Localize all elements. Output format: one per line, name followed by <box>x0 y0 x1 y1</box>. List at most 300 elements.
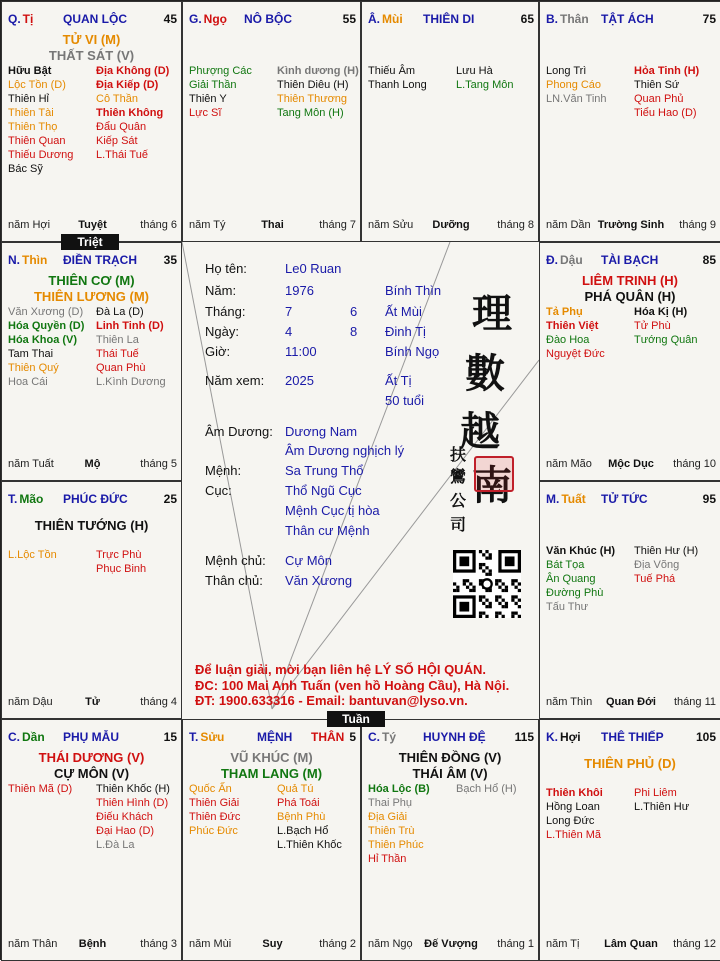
calligraphy-char: 數 <box>465 350 505 397</box>
palace-footer <box>8 458 177 472</box>
palace-month: tháng 10 <box>673 458 716 470</box>
seal-char: 司 <box>450 515 467 534</box>
palace-footer <box>189 219 356 233</box>
palace-than <box>539 1 720 242</box>
minor-star: Thiên La <box>96 334 139 346</box>
minor-star: Tiểu Hao (D) <box>634 107 697 119</box>
minor-star: Thiên Y <box>189 93 227 105</box>
palace-month: tháng 2 <box>319 938 356 950</box>
minor-star: Thiếu Dương <box>8 149 74 161</box>
main-star: CỰ MÔN (V) <box>53 766 130 781</box>
minor-star: LN.Văn Tinh <box>546 93 607 105</box>
palace-year: năm Dần <box>546 219 591 231</box>
palace-position-prefix: Q. <box>8 12 21 26</box>
palace-footer <box>368 219 534 233</box>
minor-star: Hỉ Thần <box>368 853 407 865</box>
palace-suu <box>182 719 361 961</box>
contact-line: ĐC: 100 Mai Anh Tuấn (ven hồ Hoàng Cầu), Hà Nội. <box>195 678 510 693</box>
center-value: Ất Mùi <box>385 304 422 319</box>
minor-star: Đà La (D) <box>96 306 144 318</box>
minor-star: Đường Phù <box>546 587 604 599</box>
palace-header <box>546 730 716 746</box>
minor-star: Thai Phụ <box>368 797 413 809</box>
main-star: VŨ KHÚC (M) <box>230 750 313 765</box>
palace-branch: Thìn <box>22 253 48 267</box>
palace-branch: Dần <box>22 730 45 744</box>
star-column-right <box>456 782 517 796</box>
minor-star: Thiên Đức <box>189 811 241 823</box>
palace-name: HUYNH ĐỆ <box>423 730 486 744</box>
star-column-right <box>634 64 699 120</box>
center-label: Ngày: <box>205 324 239 339</box>
center-label: Mệnh: <box>205 463 242 478</box>
main-star: LIÊM TRINH (H) <box>581 273 679 288</box>
palace-header <box>8 492 177 508</box>
palace-position <box>546 730 581 744</box>
palace-header <box>546 12 716 28</box>
palace-position <box>8 730 45 744</box>
minor-star: Thanh Long <box>368 79 427 91</box>
minor-star: Kiếp Sát <box>96 135 138 147</box>
palace-year: năm Dậu <box>8 696 53 708</box>
minor-star: Phong Cáo <box>546 79 602 91</box>
star-column-left <box>368 782 430 866</box>
palace-name: ĐIỀN TRẠCH <box>63 253 137 267</box>
palace-name: THÊ THIẾP <box>601 730 664 744</box>
palace-branch: Tuất <box>561 492 586 506</box>
minor-star: Bệnh Phù <box>277 811 326 823</box>
minor-star: Ân Quang <box>546 573 596 585</box>
palace-ti <box>361 719 539 961</box>
main-star: THIÊN LƯƠNG (M) <box>33 289 150 304</box>
palace-branch: Mùi <box>382 12 403 26</box>
palace-stage: Quan Đới <box>606 696 656 708</box>
center-value: Ất Tị <box>385 373 412 388</box>
seal-char: 鸞 <box>450 467 467 486</box>
triet-badge: Triệt <box>61 234 119 250</box>
star-column-left <box>546 64 607 106</box>
palace-footer <box>8 938 177 952</box>
main-star: THIÊN TƯỚNG (H) <box>34 518 149 533</box>
center-value: Âm Dương nghịch lý <box>285 443 405 458</box>
minor-star: Thiên Quan <box>8 135 66 147</box>
palace-age: 15 <box>163 730 177 744</box>
minor-star: Bác Sỹ <box>8 163 43 175</box>
palace-name: NÔ BỘC <box>244 12 292 26</box>
palace-position-prefix: T. <box>8 492 18 506</box>
palace-stage: Đế Vượng <box>424 938 478 950</box>
minor-star: Đẩu Quân <box>96 121 147 133</box>
main-star: PHÁ QUÂN (H) <box>584 289 676 304</box>
calligraphy-char: 理 <box>472 290 512 337</box>
minor-star: Địa Kiếp (D) <box>96 79 159 91</box>
center-value: Le0 Ruan <box>285 261 342 276</box>
minor-star: Linh Tinh (D) <box>96 320 164 332</box>
calligraphy-char: 越 <box>460 408 500 455</box>
palace-age: 55 <box>342 12 356 26</box>
seal-char: 公 <box>450 491 467 510</box>
minor-star: Địa Giải <box>368 811 408 823</box>
minor-star: L.Tang Môn <box>456 79 514 91</box>
minor-star: Hóa Quyền (D) <box>8 320 85 332</box>
palace-month: tháng 4 <box>140 696 177 708</box>
minor-star: Thiên Hỉ <box>8 93 49 105</box>
star-column-right <box>96 64 169 162</box>
palace-month: tháng 5 <box>140 458 177 470</box>
center-info-panel <box>182 242 539 719</box>
star-column-right <box>277 782 342 852</box>
star-column-left <box>189 782 240 838</box>
palace-month: tháng 1 <box>497 938 534 950</box>
palace-year: năm Sửu <box>368 219 414 231</box>
palace-dan <box>1 719 182 961</box>
star-column-right <box>634 305 698 347</box>
main-star: THIÊN ĐỒNG (V) <box>398 750 502 765</box>
palace-year: năm Hợi <box>8 219 51 231</box>
minor-star: Địa Không (D) <box>96 65 170 77</box>
minor-star: L.Thiên Mã <box>546 829 602 841</box>
palace-year: năm Thìn <box>546 696 593 708</box>
minor-star: Thái Tuế <box>96 348 139 360</box>
center-value: 7 <box>285 304 293 319</box>
seal-char: 扶 <box>450 445 467 464</box>
star-column-left <box>368 64 427 92</box>
minor-star: Thiên Khôi <box>546 787 603 799</box>
palace-name: PHỤ MẪU <box>63 730 119 744</box>
main-star: THÁI ÂM (V) <box>412 766 488 781</box>
palace-branch: Thân <box>560 12 589 26</box>
palace-stage: Lâm Quan <box>604 938 658 950</box>
minor-star: Đào Hoa <box>546 334 590 346</box>
minor-star: Long Trì <box>546 65 587 77</box>
palace-position <box>546 492 586 506</box>
palace-month: tháng 9 <box>679 219 716 231</box>
palace-stage: Mộ <box>84 458 101 470</box>
palace-branch: Tý <box>382 730 397 744</box>
minor-star: Phúc Đức <box>189 825 238 837</box>
main-star: THIÊN PHỦ (D) <box>584 756 676 771</box>
palace-branch: Ngọ <box>203 12 227 26</box>
star-column-right <box>96 782 170 852</box>
star-column-left <box>189 64 252 120</box>
minor-star: Thiên Khốc (H) <box>96 783 170 795</box>
minor-star: Tử Phù <box>634 320 671 332</box>
palace-position <box>546 253 583 267</box>
palace-month: tháng 8 <box>497 219 534 231</box>
palace-mao <box>1 481 182 719</box>
palace-position-prefix: C. <box>8 730 20 744</box>
palace-year: năm Mão <box>546 458 592 470</box>
minor-star: Văn Xương (D) <box>8 306 84 318</box>
minor-star: Văn Khúc (H) <box>546 545 616 557</box>
center-value: 50 tuổi <box>385 393 425 408</box>
palace-position <box>368 12 403 26</box>
center-label: Mệnh chủ: <box>205 553 266 568</box>
minor-star: Thiên Hình (D) <box>96 797 169 809</box>
minor-star: Lực Sĩ <box>189 107 222 119</box>
minor-star: Bát Tọa <box>546 559 585 571</box>
palace-name: THIÊN DI <box>423 12 475 26</box>
minor-star: Thiên Việt <box>546 320 599 332</box>
minor-star: Lộc Tồn (D) <box>8 79 66 91</box>
palace-footer <box>546 696 716 710</box>
minor-star: Thiên Thọ <box>8 121 58 133</box>
minor-star: Thiên Giải <box>189 797 240 809</box>
palace-hoi <box>539 719 720 961</box>
center-value: 1976 <box>285 283 314 298</box>
palace-age: 35 <box>163 253 177 267</box>
minor-star: Quả Tú <box>277 783 314 795</box>
minor-star: Thiên Phúc <box>368 839 424 851</box>
star-column-left <box>8 548 57 562</box>
minor-star: Quan Phủ <box>634 93 684 105</box>
contact-line: ĐT: 1900.633316 - Email: bantuvan@lyso.vn. <box>195 693 468 708</box>
palace-branch: Mão <box>19 492 44 506</box>
minor-star: Quan Phù <box>96 362 146 374</box>
star-column-left <box>546 544 615 614</box>
minor-star: Thiên Trù <box>368 825 415 837</box>
palace-age: 105 <box>695 730 716 744</box>
palace-header <box>546 492 716 508</box>
minor-star: Hỏa Tinh (H) <box>634 65 700 77</box>
minor-star: Cô Thần <box>96 93 138 105</box>
minor-star: Thiên Thương <box>277 93 348 105</box>
center-label: Cục: <box>205 483 232 498</box>
minor-star: Trực Phù <box>96 549 142 561</box>
palace-header <box>189 12 356 28</box>
minor-star: Kình dương (H) <box>277 65 359 77</box>
palace-position <box>546 12 589 26</box>
minor-star: Phi Liêm <box>634 787 677 799</box>
minor-star: L.Thiên Hư <box>634 801 690 813</box>
palace-stage: Bệnh <box>78 938 107 950</box>
main-star: THÁI DƯƠNG (V) <box>38 750 145 765</box>
main-star: THIÊN CƠ (M) <box>48 273 135 288</box>
minor-star: Bạch Hổ (H) <box>456 783 517 795</box>
palace-branch: Tị <box>22 12 34 26</box>
minor-star: L.Thiên Khốc <box>277 839 342 851</box>
palace-footer <box>546 938 716 952</box>
minor-star: L.Thái Tuế <box>96 149 148 161</box>
minor-star: Tả Phụ <box>546 306 583 318</box>
palace-header <box>546 253 716 269</box>
minor-star: Tam Thai <box>8 348 54 360</box>
center-value: 2025 <box>285 373 314 388</box>
palace-name: TẬT ÁCH <box>601 12 654 26</box>
minor-star: Địa Võng <box>634 559 680 571</box>
palace-name: TỬ TỨC <box>601 492 648 506</box>
minor-star: Quốc Ấn <box>189 783 232 795</box>
palace-header <box>368 730 534 746</box>
palace-branch: Hợi <box>560 730 581 744</box>
main-star: TỬ VI (M) <box>62 32 121 47</box>
palace-position-prefix: Â. <box>368 12 380 26</box>
palace-name: MỆNH <box>257 730 293 744</box>
minor-star: Hóa Lộc (B) <box>368 783 430 795</box>
center-label: Năm: <box>205 283 237 298</box>
palace-stage: Dưỡng <box>432 219 470 231</box>
minor-star: Hóa Kị (H) <box>634 306 688 318</box>
minor-star: Đại Hao (D) <box>96 825 155 837</box>
minor-star: L.Lộc Tồn <box>8 549 57 561</box>
center-label: Họ tên: <box>205 261 247 276</box>
palace-position-prefix: Đ. <box>546 253 558 267</box>
palace-age: 25 <box>163 492 177 506</box>
palace-position <box>189 730 224 744</box>
center-label: Tháng: <box>205 304 246 319</box>
palace-branch: Sửu <box>200 730 225 744</box>
star-column-left <box>8 782 72 796</box>
palace-header <box>8 253 177 269</box>
star-column-right <box>277 64 359 120</box>
center-value: 8 <box>350 324 358 339</box>
palace-year: năm Ngọ <box>368 938 413 950</box>
minor-star: L.Đà La <box>96 839 135 851</box>
palace-position-prefix: T. <box>189 730 199 744</box>
star-column-left <box>546 305 605 361</box>
center-value: Thổ Ngũ Cục <box>285 483 362 498</box>
palace-stage: Mộc Dục <box>608 458 654 470</box>
palace-footer <box>8 696 177 710</box>
minor-star: L.Kình Dương <box>96 376 166 388</box>
minor-star: L.Bạch Hổ <box>277 825 329 837</box>
palace-tuat <box>539 481 720 719</box>
palace-stage: Tuyệt <box>78 219 107 231</box>
palace-position-prefix: N. <box>8 253 20 267</box>
star-column-right <box>456 64 513 92</box>
palace-month: tháng 7 <box>319 219 356 231</box>
center-value: Bính Thìn <box>385 283 442 298</box>
main-star: THẤT SÁT (V) <box>48 48 135 63</box>
calligraphy-char: 南 <box>472 462 512 509</box>
minor-star: Lưu Hà <box>456 65 493 77</box>
palace-position-prefix: K. <box>546 730 558 744</box>
minor-star: Tấu Thư <box>546 601 589 613</box>
palace-month: tháng 12 <box>673 938 716 950</box>
palace-age: 65 <box>520 12 534 26</box>
palace-year: năm Tị <box>546 938 580 950</box>
palace-mui <box>361 1 539 242</box>
palace-name: QUAN LỘC <box>63 12 127 26</box>
palace-age: 75 <box>702 12 716 26</box>
palace-ty <box>1 1 182 242</box>
star-column-left <box>8 64 73 176</box>
minor-star: Hoa Cái <box>8 376 48 388</box>
qr-code <box>453 550 521 618</box>
palace-footer <box>8 219 177 233</box>
palace-ngo <box>182 1 361 242</box>
palace-stage: Tử <box>85 696 100 708</box>
minor-star: Điếu Khách <box>96 811 153 823</box>
palace-than-label: THÂN <box>311 730 345 744</box>
palace-branch: Dậu <box>560 253 583 267</box>
minor-star: Thiên Sứ <box>634 79 680 91</box>
palace-position <box>189 12 227 26</box>
palace-header <box>8 730 177 746</box>
minor-star: Hồng Loan <box>546 801 600 813</box>
minor-star: Thiên Quý <box>8 362 59 374</box>
palace-dau <box>539 242 720 481</box>
minor-star: Long Đức <box>546 815 595 827</box>
palace-position-prefix: M. <box>546 492 560 506</box>
palace-age: 95 <box>702 492 716 506</box>
palace-year: năm Thân <box>8 938 58 950</box>
minor-star: Tuế Phá <box>634 573 676 585</box>
palace-position <box>8 253 47 267</box>
star-column-right <box>96 548 146 576</box>
palace-footer <box>368 938 534 952</box>
minor-star: Tướng Quân <box>634 334 698 346</box>
palace-name: PHÚC ĐỨC <box>63 492 128 506</box>
star-column-left <box>8 305 84 389</box>
center-label: Giờ: <box>205 344 231 359</box>
red-seal-stamp <box>474 456 514 492</box>
minor-star: Thiên Diêu (H) <box>277 79 349 91</box>
minor-star: Giải Thần <box>189 79 237 91</box>
star-column-right <box>634 544 698 586</box>
palace-header <box>8 12 177 28</box>
center-value: Bính Ngọ <box>385 344 440 359</box>
palace-position-prefix: B. <box>546 12 558 26</box>
palace-position-prefix: G. <box>189 12 202 26</box>
center-label: Âm Dương: <box>205 424 273 439</box>
palace-position-prefix: C. <box>368 730 380 744</box>
center-value: 11:00 <box>285 344 317 359</box>
contact-line: Để luận giải, mời bạn liên hệ LÝ SỐ HỘI QUÁN. <box>195 662 486 677</box>
palace-name: TÀI BẠCH <box>601 253 659 267</box>
palace-stage: Trường Sinh <box>597 219 665 231</box>
minor-star: Thiên Hư (H) <box>634 545 699 557</box>
palace-age: 115 <box>514 730 534 744</box>
center-value: Mệnh Cục tị hòa <box>285 503 380 518</box>
star-column-right <box>634 786 689 814</box>
palace-month: tháng 11 <box>673 696 716 708</box>
star-column-right <box>96 305 166 389</box>
palace-month: tháng 3 <box>140 938 177 950</box>
center-value: Cự Môn <box>285 553 332 568</box>
main-star: THAM LANG (M) <box>220 766 323 781</box>
center-value: Dương Nam <box>285 424 358 439</box>
palace-position <box>8 492 43 506</box>
center-label: Năm xem: <box>205 373 265 388</box>
star-column-left <box>546 786 603 842</box>
minor-star: Thiếu Âm <box>368 65 416 77</box>
palace-age: 5 <box>349 730 356 744</box>
center-value: Văn Xương <box>285 573 353 588</box>
center-label: Thân chủ: <box>205 573 263 588</box>
palace-footer <box>189 938 356 952</box>
palace-year: năm Mùi <box>189 938 232 950</box>
palace-footer <box>546 219 716 233</box>
palace-age: 45 <box>163 12 177 26</box>
palace-stage: Suy <box>262 938 283 950</box>
palace-age: 85 <box>702 253 716 267</box>
minor-star: Nguyệt Đức <box>546 348 605 360</box>
minor-star: Thiên Tài <box>8 107 54 119</box>
palace-header <box>189 730 356 746</box>
palace-footer <box>546 458 716 472</box>
minor-star: Phá Toái <box>277 797 320 809</box>
center-value: Sa Trung Thổ <box>285 463 364 478</box>
palace-month: tháng 6 <box>140 219 177 231</box>
minor-star: Hữu Bật <box>8 65 52 77</box>
minor-star: Thiên Mã (D) <box>8 783 73 795</box>
minor-star: Hóa Khoa (V) <box>8 334 78 346</box>
minor-star: Phượng Các <box>189 65 252 77</box>
palace-header <box>368 12 534 28</box>
palace-stage: Thai <box>261 219 284 231</box>
palace-position <box>368 730 396 744</box>
